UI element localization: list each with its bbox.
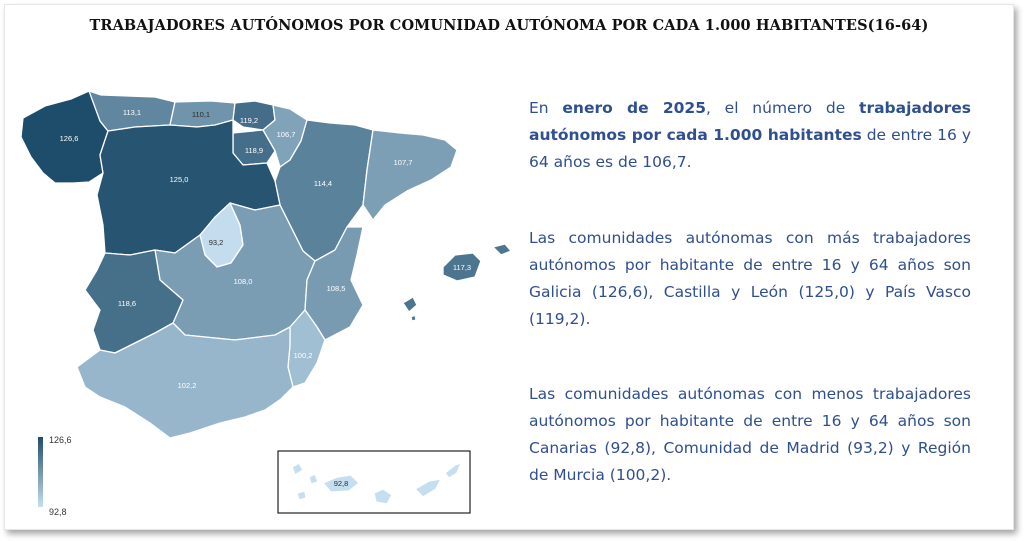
paragraph-text-run: de entre 16 y 64 años es de 106,7.: [529, 126, 971, 171]
legend-min-label: 92,8: [49, 507, 67, 517]
paragraph-text-run: Las comunidades autónomas con más trabajadores autónomos por habitante de entre 16 y 64 años son Galicia (126,6), Castilla y León (125,0) y País Vasco (119,2).: [529, 229, 971, 328]
paragraph-text-run: En: [529, 99, 563, 117]
paragraph-text-run: trabajadores autónomos por cada 1.000 habitantes: [529, 99, 971, 144]
label-castilla-y-leon: 125,0: [169, 175, 189, 184]
label-extremadura: 118,6: [117, 299, 137, 308]
label-murcia: 100,2: [293, 351, 313, 360]
label-galicia: 126,6: [59, 134, 79, 143]
legend-max-label: 126,6: [49, 435, 72, 445]
label-castilla-la-mancha: 108,0: [233, 277, 253, 286]
label-canarias: 92,8: [333, 479, 349, 488]
highest-regions-paragraph: [529, 225, 971, 333]
region-cataluna[interactable]: [363, 130, 457, 220]
canarias-inset-box: [278, 451, 470, 513]
summary-paragraph: [529, 95, 971, 176]
paragraph-text-run: enero de 2025: [562, 99, 706, 117]
label-aragon: 114,4: [313, 179, 333, 188]
label-comunidad-valenciana: 108,5: [326, 284, 346, 293]
content-card: [4, 4, 1014, 530]
page-title: TRABAJADORES AUTÓNOMOS POR COMUNIDAD AUTÓNOMA POR CADA 1.000 HABITANTES(16-64): [89, 17, 929, 34]
label-baleares: 117,3: [452, 263, 472, 272]
region-baleares-ibiza[interactable]: [403, 297, 417, 321]
label-navarra: 106,7: [276, 130, 296, 139]
label-pais-vasco: 119,2: [239, 116, 259, 125]
label-cataluna: 107,7: [393, 158, 413, 167]
paragraph-text-run: Las comunidades autónomas con menos trabajadores autónomos por habitante de entre 16 y 64 años son Canarias (92,8), Comunidad de Madrid (93,2) y Región de Murcia (100,2).: [529, 385, 971, 484]
label-andalucia: 102,2: [177, 381, 197, 390]
lowest-regions-paragraph: [529, 381, 971, 489]
label-madrid: 93,2: [208, 238, 224, 247]
label-cantabria: 110,1: [191, 110, 211, 119]
legend-gradient-bar: [38, 437, 43, 507]
label-asturias: 113,1: [122, 108, 142, 117]
paragraph-text-run: , el número de: [705, 99, 860, 117]
label-la-rioja: 118,9: [244, 146, 264, 155]
